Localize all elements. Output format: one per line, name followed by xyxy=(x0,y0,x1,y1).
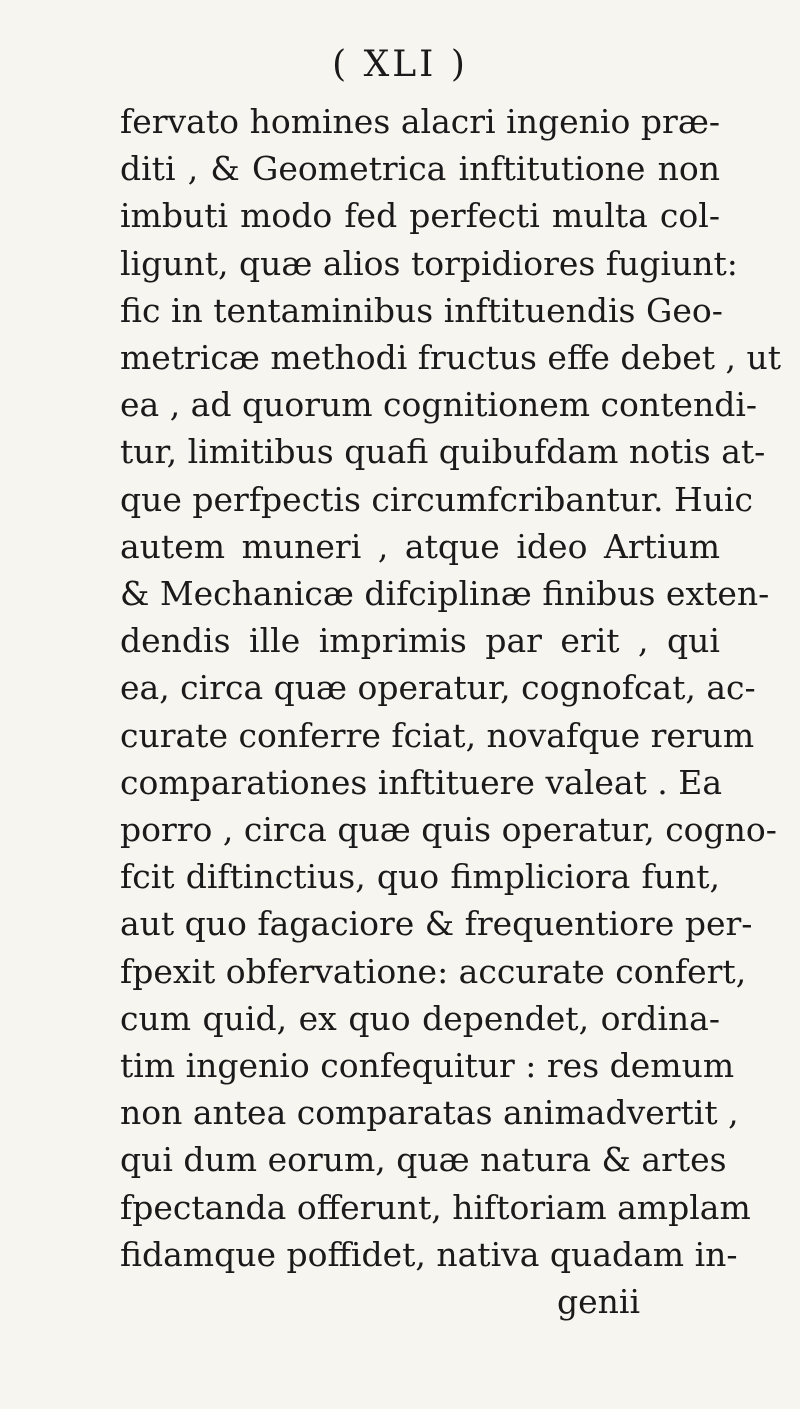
text-line: metricæ methodi fructus effe debet , ut xyxy=(120,338,781,378)
text-line: imbuti modo fed perfecti multa col- xyxy=(120,196,720,236)
text-line: fpexit obfervatione: accurate confert, xyxy=(120,951,747,991)
text-line: non antea comparatas animadvertit , xyxy=(120,1093,739,1133)
text-line: ea, circa quæ operatur, cognofcat, ac- xyxy=(120,668,756,708)
body-text xyxy=(120,98,781,1325)
text-line: ea , ad quorum cognitionem contendi- xyxy=(120,385,758,425)
text-line: tim ingenio confequitur : res demum xyxy=(120,1046,735,1086)
text-line: porro , circa quæ quis operatur, cogno- xyxy=(120,810,777,850)
text-line: cum quid, ex quo dependet, ordina- xyxy=(120,998,720,1038)
catchword: genii xyxy=(556,1282,640,1322)
page-number-header: ( XLI ) xyxy=(332,44,468,85)
text-line: curate conferre fciat, novafque rerum xyxy=(120,715,755,755)
text-line: autem muneri , atque ideo Artium xyxy=(120,526,720,566)
text-line: diti , & Geometrica inftitutione non xyxy=(120,149,720,189)
text-line: & Mechanicæ difciplinæ finibus exten- xyxy=(120,574,770,614)
text-line: fervato homines alacri ingenio præ- xyxy=(120,102,720,141)
text-line: dendis ille imprimis par erit , qui xyxy=(120,621,720,661)
text-line: ligunt, quæ alios torpidiores fugiunt: xyxy=(120,243,738,283)
text-line: aut quo fagaciore & frequentiore per- xyxy=(120,904,753,944)
text-line: tur, limitibus quafi quibufdam notis at- xyxy=(120,432,766,472)
text-line: fcit diftinctius, quo fimpliciora funt, xyxy=(120,857,720,897)
text-line: fpectanda offerunt, hiftoriam amplam xyxy=(120,1187,751,1227)
text-line: fidamque poffidet, nativa quadam in- xyxy=(120,1234,738,1274)
text-line: qui dum eorum, quæ natura & artes xyxy=(120,1140,727,1180)
text-line: que perfpectis circumfcribantur. Huic xyxy=(120,479,754,519)
text-line: fic in tentaminibus inftituendis Geo- xyxy=(120,290,723,330)
text-line: comparationes inftituere valeat . Ea xyxy=(120,762,723,802)
